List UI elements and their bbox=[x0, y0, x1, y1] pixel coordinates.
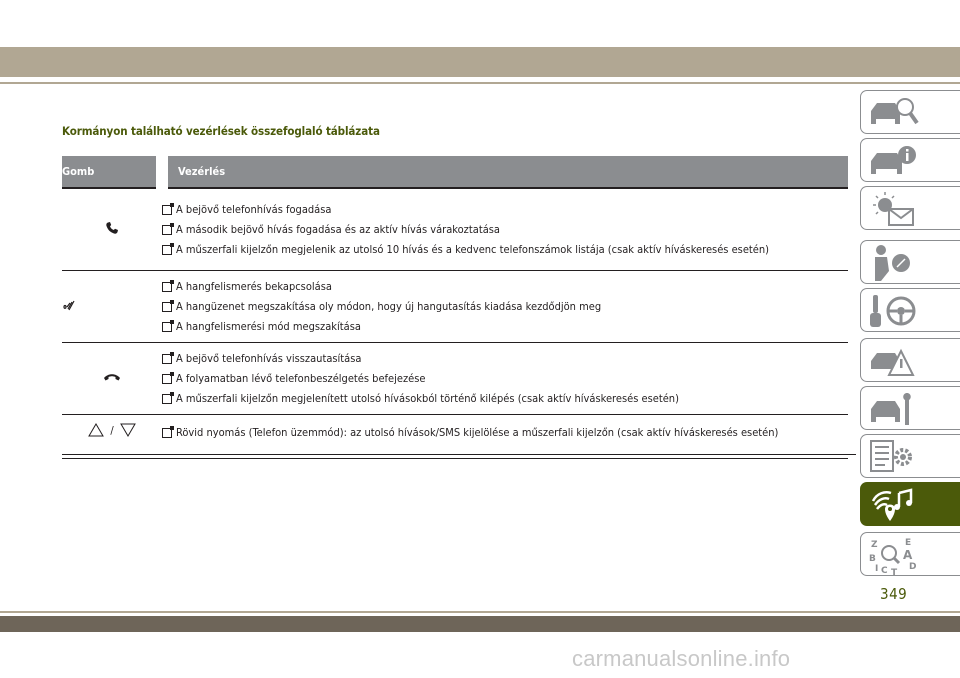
list-item: A bejövő telefonhívás visszautasítása bbox=[162, 353, 848, 365]
list-item: Rövid nyomás (Telefon üzemmód): az utolsó hívások/SMS kijelölése a műszerfali kijelzőn (csak aktív híváskeresés esetén) bbox=[162, 427, 848, 439]
side-tab[interactable] bbox=[860, 288, 960, 332]
watermark: carmanualsonline.info bbox=[572, 646, 791, 671]
side-tab[interactable] bbox=[860, 186, 960, 230]
list-item: A műszerfali kijelzőn megjelenített utolsó hívásokból történő kilépés (csak aktív híváskeresés esetén) bbox=[162, 393, 848, 405]
svg-text:B: B bbox=[869, 554, 876, 564]
checkbox-bullet-icon bbox=[162, 374, 172, 384]
page-number: 349 bbox=[880, 585, 908, 603]
control-cell bbox=[162, 270, 848, 342]
top-rule bbox=[0, 82, 960, 84]
checkbox-bullet-icon bbox=[162, 354, 172, 364]
button-cell bbox=[62, 188, 162, 270]
button-cell bbox=[62, 342, 162, 414]
table-row bbox=[62, 188, 848, 270]
list-item: A folyamatban lévő telefonbeszélgetés befejezése bbox=[162, 373, 848, 385]
svg-text:C: C bbox=[881, 566, 888, 575]
list-item: A hangüzenet megszakítása oly módon, hogy új hangutasítás kiadása kezdődjön meg bbox=[162, 301, 848, 313]
table-bottom-rule bbox=[62, 454, 856, 455]
list-item: A hangfelismerési mód megszakítása bbox=[162, 321, 848, 333]
checkbox-bullet-icon bbox=[162, 322, 172, 332]
key-steering-wheel-icon bbox=[867, 291, 919, 331]
svg-text:E: E bbox=[905, 538, 912, 548]
button-cell bbox=[62, 414, 162, 458]
list-item: A bejövő telefonhívás fogadása bbox=[162, 204, 848, 216]
checkbox-bullet-icon bbox=[162, 205, 172, 215]
bottom-band bbox=[0, 616, 960, 632]
header-button: Gomb bbox=[62, 156, 162, 188]
car-wrench-icon bbox=[867, 389, 919, 429]
svg-text:Z: Z bbox=[871, 540, 878, 550]
bottom-rule bbox=[0, 611, 960, 613]
list-item: A hangfelismerés bekapcsolása bbox=[162, 281, 848, 293]
svg-text:I: I bbox=[875, 564, 879, 574]
checkbox-bullet-icon bbox=[162, 302, 172, 312]
side-tab[interactable] bbox=[860, 138, 960, 182]
multimedia-icon bbox=[867, 485, 919, 525]
side-tab[interactable] bbox=[860, 532, 960, 576]
table-header bbox=[62, 156, 848, 188]
table-row bbox=[62, 342, 848, 414]
side-tab-active[interactable] bbox=[860, 482, 960, 526]
svg-text:T: T bbox=[891, 568, 898, 575]
top-band bbox=[0, 47, 960, 77]
svg-text:A: A bbox=[903, 548, 913, 562]
specs-gear-icon bbox=[867, 437, 919, 477]
control-cell bbox=[162, 342, 848, 414]
down-arrow-icon bbox=[120, 423, 136, 437]
separator: / bbox=[110, 423, 114, 437]
list-item: A műszerfali kijelzőn megjelenik az utolsó 10 hívás és a kedvenc telefonszámok listája (csak aktív híváskeresés esetén) bbox=[162, 244, 848, 256]
controls-table bbox=[62, 156, 848, 459]
car-magnifier-icon bbox=[867, 93, 919, 133]
phone-hangup-icon bbox=[103, 372, 121, 382]
airbag-person-icon bbox=[867, 243, 919, 283]
checkbox-bullet-icon bbox=[162, 428, 172, 438]
table-row bbox=[62, 414, 848, 458]
checkbox-bullet-icon bbox=[162, 394, 172, 404]
side-tab[interactable] bbox=[860, 90, 960, 134]
voice-command-icon bbox=[62, 298, 76, 312]
control-cell bbox=[162, 414, 848, 458]
checkbox-bullet-icon bbox=[162, 225, 172, 235]
table-row bbox=[62, 270, 848, 342]
side-tab[interactable] bbox=[860, 338, 960, 382]
checkbox-bullet-icon bbox=[162, 245, 172, 255]
alphabet-index-icon bbox=[867, 535, 919, 575]
button-cell bbox=[62, 270, 162, 342]
car-warning-triangle-icon bbox=[867, 341, 919, 381]
svg-text:D: D bbox=[909, 562, 917, 572]
side-tab[interactable] bbox=[860, 386, 960, 430]
up-arrow-icon bbox=[88, 423, 104, 437]
list-item: A második bejövő hívás fogadása és az aktív hívás várakoztatása bbox=[162, 224, 848, 236]
page-title: Kormányon található vezérlések összefoglaló táblázata bbox=[62, 124, 380, 138]
side-tab[interactable] bbox=[860, 434, 960, 478]
header-control: Vezérlés bbox=[162, 156, 848, 188]
side-tab[interactable] bbox=[860, 240, 960, 284]
control-cell bbox=[162, 188, 848, 270]
phone-answer-icon bbox=[105, 221, 119, 235]
checkbox-bullet-icon bbox=[162, 282, 172, 292]
warning-light-message-icon bbox=[867, 189, 919, 229]
car-info-icon bbox=[867, 141, 919, 181]
